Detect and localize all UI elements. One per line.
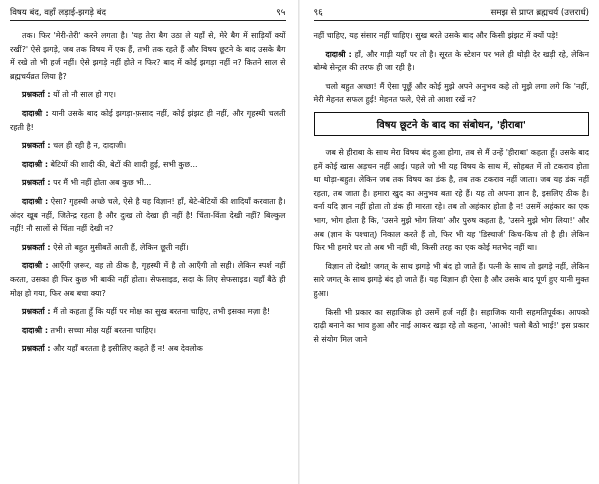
dialogue-line: दादाश्री : यानी उसके बाद कोई झगड़ा-फ़साद नहीं, कोई झंझट ही नहीं, और गृहस्थी चलती रहती है! xyxy=(10,108,286,132)
paragraph: किसी भी प्रकार का सहाजिक हो उसमें हर्ज नहीं है। सहाजिक यानी सहमतिपूर्वक। आपको दाढ़ी बनाने का भाव हुआ और नाई आकर खड़ा रहे तो कहना, 'आओ! चलो बैठो भाई!' इस प्रकार से संयोग मिल जाने xyxy=(313,307,589,344)
dialogue-line: दादाश्री : तभी। सच्चा मोक्ष यहीं बरतना चाहिए। xyxy=(22,325,157,335)
right-header-title: समझ से प्राप्त ब्रह्मचर्य (उत्तरार्ध) xyxy=(490,8,589,18)
section-heading: विषय छूटने के बाद का संबोधन, 'हीराबा' xyxy=(314,112,590,136)
paragraph: तक। फिर 'मेरी-तेरी' करने लगता है। 'यह तेरा बैग उठा ले यहाँ से, मेरे बैग में साड़ियाँ क्यों रखीं?' ऐसे झगड़े, जब तक विषय में एक हैं, तभी तक रहते हैं और विषय छूटने के बाद उसके बैग में रखे तो भी हर्ज नहीं। ऐसे झगड़े नहीं होते न फिर? बाद में कोई झगड़ा नहीं न? कितने साल से ब्रह्मचर्यव्रत लिया है? xyxy=(10,31,286,81)
right-page xyxy=(300,0,599,484)
paragraph: चलो बहुत अच्छा! मैं ऐसा पूछूँ और कोई मुझे अपने अनुभव कहे तो मुझे लगा लगे कि 'नहीं, मेरी मेहनत सफल हुई! मेहनत फले, ऐसे तो आशा रखें न? xyxy=(313,81,589,105)
dialogue-line: दादाश्री : आएँगी ज़रूर, वह तो ठीक है, गृहस्थी में है तो आएँगी तो सही। लेकिन स्पर्श नहीं करता, उसका ही फिर कुछ भी बाकी नहीं होता। सेफसाइड, सदा के लिए सेफसाइड। यहाँ बैठे ही मोक्ष हो गया, फिर अब बचा क्या? xyxy=(10,261,286,298)
paragraph: नहीं चाहिए, यह संसार नहीं चाहिए। सुख बरते उसके बाद और किसी झंझट में क्यों पड़े! xyxy=(313,31,559,40)
left-header-title: विषय बंद, वहाँ लड़ाई-झगड़े बंद xyxy=(10,8,106,18)
right-page-header xyxy=(314,4,590,21)
dialogue-line: प्रश्नकर्ता : पर मैं भी नहीं होता अब कुछ भी... xyxy=(22,178,152,188)
dialogue-line: प्रश्नकर्ता : मैं तो कहता हूँ कि यहीं पर मोक्ष का सुख बरतना चाहिए, तभी इसका मज़ा है! xyxy=(22,307,271,317)
dialogue-line: दादाश्री : हाँ, और गाड़ी यहाँ पर तो है। सूरत के स्टेशन पर भले ही थोड़ी देर खड़ी रहे, लेकिन बोम्बे सेन्ट्रल की तरफ ही जा रही है। xyxy=(313,49,589,73)
left-page-number: ९५ xyxy=(276,8,286,18)
dialogue-line: दादाश्री : ऐसा? गृहस्थी अच्छे चले, ऐसे है यह विज्ञान! हाँ, बेटे-बेटियों की शादियाँ करवाता है। अंदर खूब नहीं, जितेन्द्र रहता है और दुःख तो देखा ही नहीं है! चिंता-विंता देखी नहीं? बिल्कुल नहीं! नौ सालों से चिंता नहीं देखी न? xyxy=(10,196,286,234)
paragraph: जब से हीराबा के साथ मेरा विषय बंद हुआ होगा, तब से मैं उन्हें 'हीराबा' कहता हूँ। उसके बाद हमें कोई खास अड़चन नहीं आई। पहले जो भी यह विषय के साथ में, सोहबत में तो टकराव होता था थोड़ा-बहुत। लेकिन जब तक विषय का डंक है, तब तक टकराव नहीं जाता। जब यह डंक नहीं रहता, तब जाता है। हमारा खुद का अनुभव बता रहे हैं। यह तो अपना ज्ञान है, इसलिए ठीक है। वर्ना यदि ज्ञान नहीं होता तो डंक ही मारता रहे। तब तो अहंकार होता है न! उसमें अहंकार का एक भाग, भोग होता है कि, 'उसने मुझे भोग लिया' और पुरुष कहता है, 'उसने मुझे भोग लिया!' और अब (ज्ञान के पश्चात्) निकाल करते हैं तो, फिर भी यह 'डिस्चार्ज' किच-किच तो है ही। लेकिन फिर भी हमारे घर तो अब भी नहीं थी, किसी तरह का एक कोई मतभेद नहीं था। xyxy=(313,147,589,253)
dialogue-line: प्रश्नकर्ता : यों तो नौ साल हो गए। xyxy=(22,90,116,100)
dialogue-line: प्रश्नकर्ता : चल ही रही है न, दादाजी। xyxy=(22,141,127,151)
left-page-header xyxy=(10,4,286,21)
dialogue-line: प्रश्नकर्ता : ऐसे तो बहुत मुसीबतें आती हैं, लेकिन छूती नहीं। xyxy=(22,242,189,252)
right-page-number: ९६ xyxy=(313,8,323,18)
dialogue-line: दादाश्री : बेटियों की शादी की, बेटों की शादी हुई, सभी कुछ... xyxy=(22,159,198,169)
dialogue-line: प्रश्नकर्ता : और यहाँ बरतता है इसीलिए कहते हैं न! अब देवलोक xyxy=(22,344,203,354)
paragraph: विज्ञान तो देखो! जगत् के साथ झगड़े भी बंद हो जाते हैं। पत्नी के साथ तो झगड़े नहीं, लेकिन सारे जगत् के साथ झगड़े बंद हो जाते हैं। यह विज्ञान ही ऐसा है और उसके बाद पूर्ण हुए यानी मुक्त हुआ। xyxy=(313,261,589,298)
